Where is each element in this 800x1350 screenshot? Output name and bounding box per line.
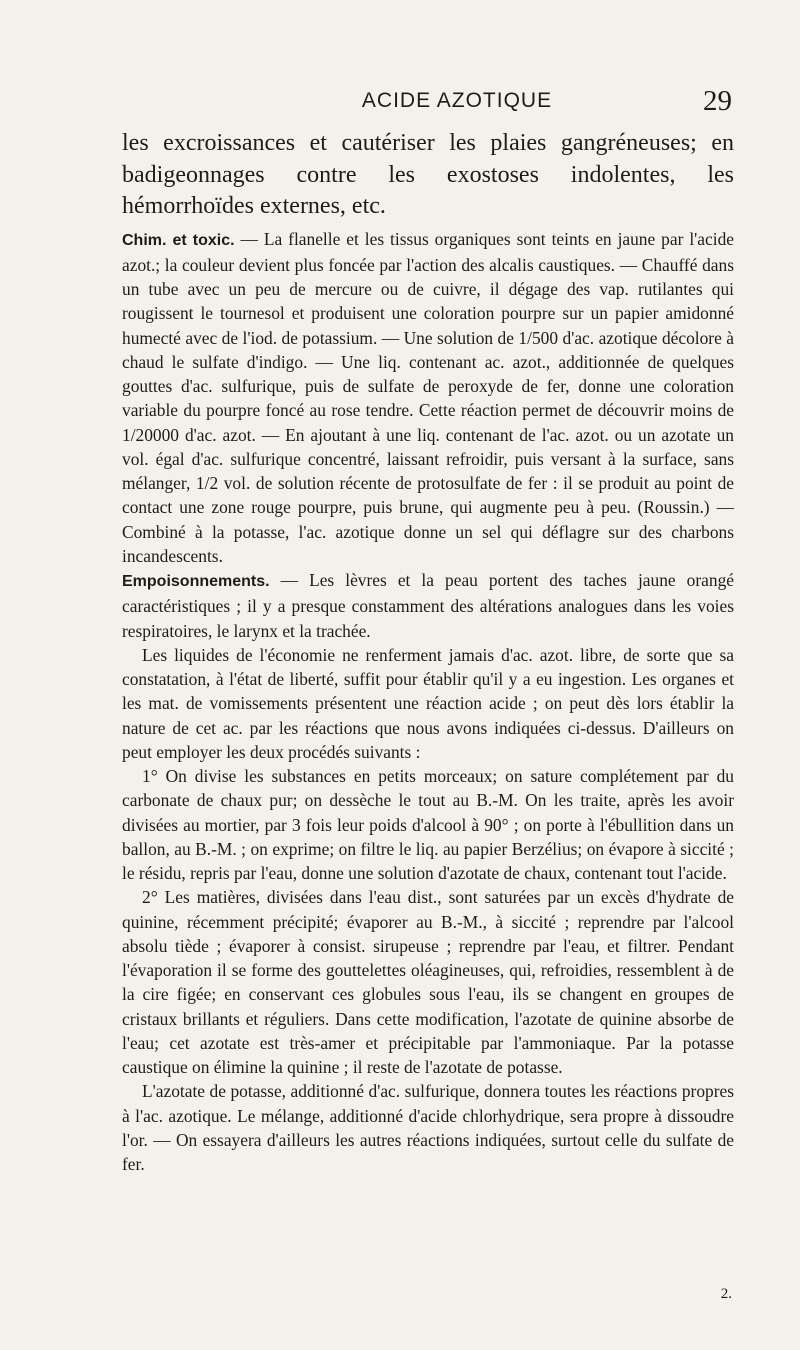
chemistry-paragraph <box>122 227 734 569</box>
chemistry-text: — La flanelle et les tissus organiques sont teints en jaune par l'acide azot.; la couleur devient plus foncée par l'action des alcalis caustiques. — Chauffé dans un tube avec un peu de mercure ou de cuivre, il dégage des vap. rutilantes qui rougissent le tournesol et produisent une coloration pourpre sur un papier amidonné humecté avec de l'iod. de potassium. — Une solution de 1/500 d'ac. azotique décolore à chaud le sulfate d'indigo. — Une liq. contenant ac. azot., additionnée de quelques gouttes d'ac. sulfurique, puis de sulfate de peroxyde de fer, donne une coloration variable du pourpre foncé au rose tendre. Cette réaction permet de découvrir moins de 1/20000 d'ac. azot. — En ajoutant à une liq. contenant de l'ac. azot. ou un azotate un vol. égal d'ac. sulfurique concentré, laissant refroidir, puis versant à la surface, sans mélanger, 1/2 vol. de solution récente de protosulfate de fer : il se produit au point de contact une zone rouge pourpre, puis brune, qui augmente peu à peu. (Roussin.) — Combiné à la potasse, l'ac. azotique donne un sel qui déflagre sur des charbons incandescents. <box>122 228 734 566</box>
running-head <box>122 87 732 117</box>
liquids-paragraph: Les liquides de l'économie ne renferment jamais d'ac. azot. libre, de sorte que sa constatation, à l'état de liberté, suffit pour établir qu'il y a eu ingestion. Les organes et les mat. de vomissements présentent une réaction acide ; on peut dès lors établir la nature de cet ac. par les réactions que nous avons indiquées ci-dessus. D'ailleurs on peut employer les deux procédés suivants : <box>122 644 734 762</box>
poisoning-heading: Empoisonnements. <box>122 573 270 590</box>
poisoning-text: — Les lèvres et la peau portent des taches jaune orangé caractéristiques ; il y a presque constamment des altérations analogues dans les voies respiratoires, le larynx et la trachée. <box>122 570 734 641</box>
page-number: 29 <box>703 85 732 117</box>
lead-paragraph: les excroissances et cautériser les plaies gangréneuses; en badigeonnages contre les exostoses indolentes, les hémorrhoïdes externes, etc. <box>122 130 734 219</box>
page-title: ACIDE AZOTIQUE <box>361 89 553 112</box>
chemistry-heading: Chim. et toxic. <box>122 231 235 249</box>
poisoning-paragraph <box>122 568 734 643</box>
potassium-nitrate-paragraph: L'azotate de potasse, additionné d'ac. sulfurique, donnera toutes les réactions propres à l'ac. azotique. Le mélange, additionné d'acide chlorhydrique, sera propre à dissoudre l'or. — On essayera d'ailleurs les autres réactions indiquées, surtout celle du sulfate de fer. <box>122 1081 734 1174</box>
procedure-1-paragraph: 1° On divise les substances en petits morceaux; on sature complétement par du carbonate de chaux pur; on dessèche le tout au B.-M. On les traite, après les avoir divisées au mortier, par 3 fois leur poids d'alcool à 90° ; on porte à l'ébullition dans un ballon, au B.-M. ; on exprime; on filtre le liq. au papier Berzélius; on évapore à siccité ; le résidu, repris par l'eau, donne une solution d'azotate de chaux, contenant tout l'acide. <box>122 766 734 883</box>
text-block <box>122 128 734 1176</box>
procedure-2-paragraph: 2° Les matières, divisées dans l'eau dist., sont saturées par un excès d'hydrate de quinine, récemment précipité; évaporer au B.-M., à siccité ; reprendre par l'alcool absolu tiède ; évaporer à consist. sirupeuse ; reprendre par l'eau, et filtrer. Pendant l'évaporation il se forme des gouttelettes oléagineuses, qui, refroidies, ressemblent à de la cire figée; en conservant ces globules sous l'eau, ils se changent en groupes de cristaux brillants et réguliers. Dans cette modification, l'azotate de quinine absorbe de l'eau; cet azotate est très-amer et précipitable par l'ammoniaque. Par la potasse caustique on élimine la quinine ; il reste de l'azotate de potasse. <box>122 887 734 1077</box>
signature-mark: 2. <box>720 1286 732 1302</box>
